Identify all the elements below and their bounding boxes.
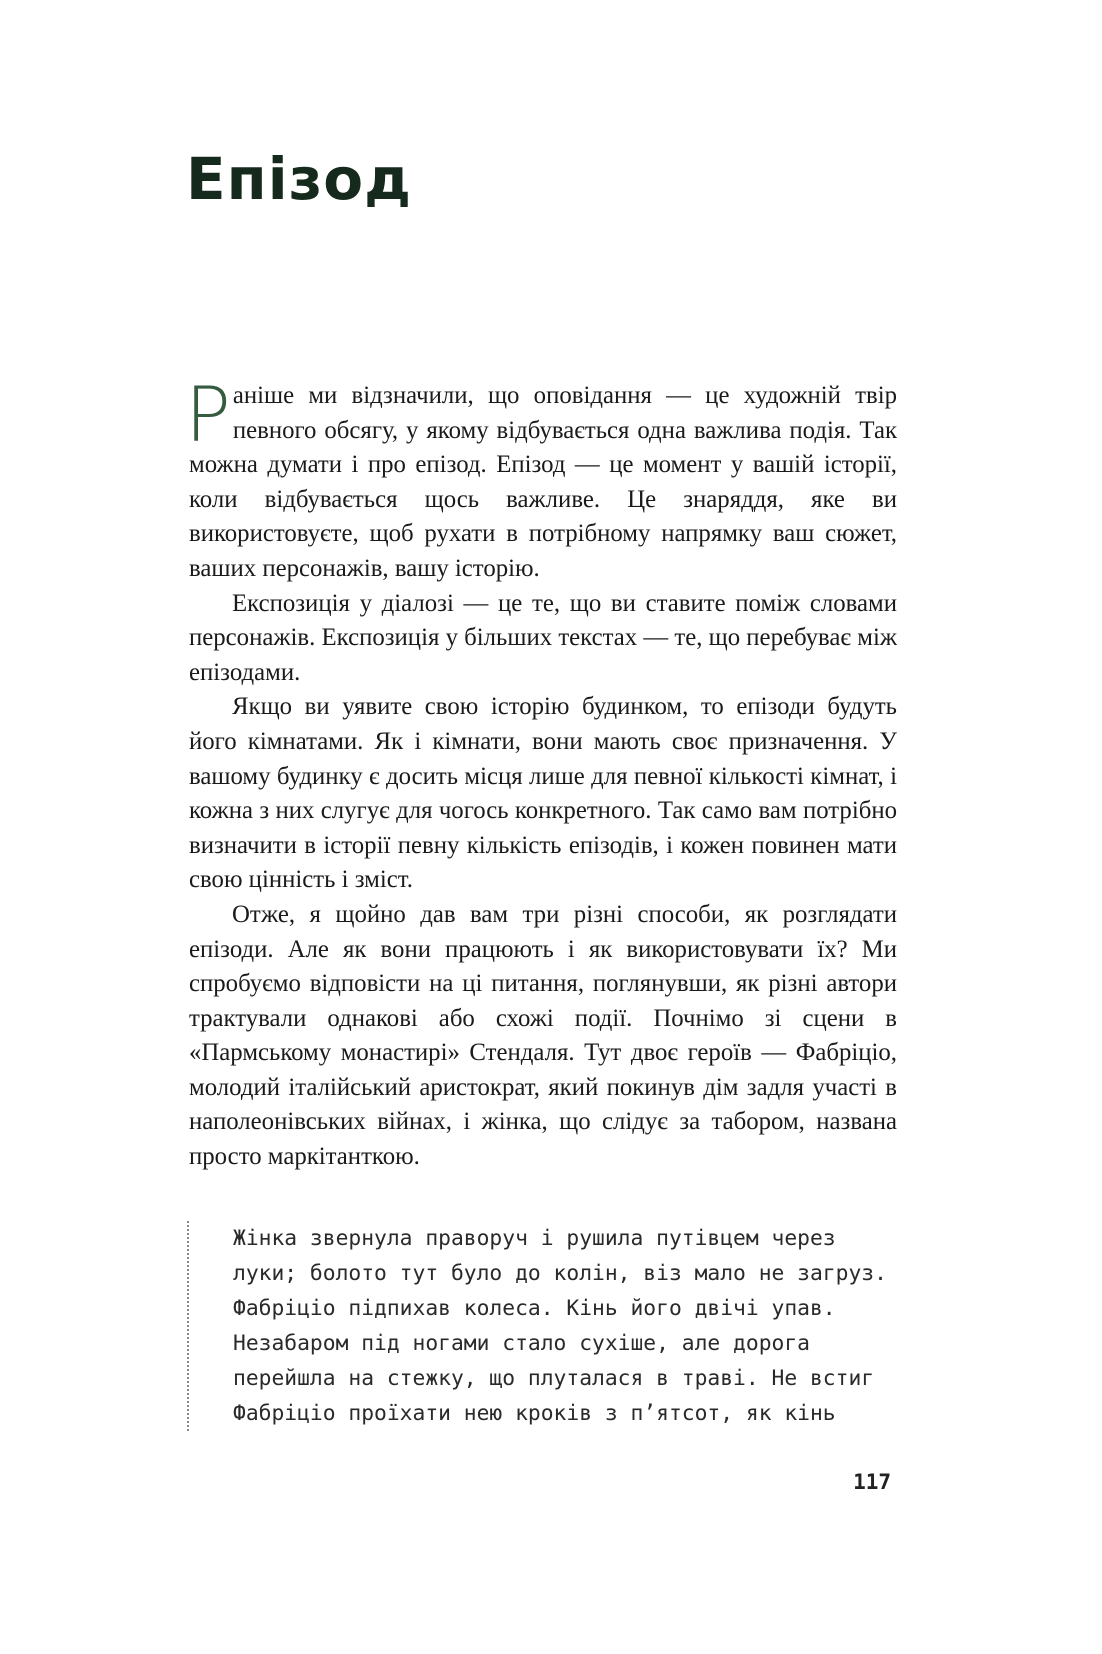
quote-line: перейшла на стежку, що плуталася в траві. Не встиг — [233, 1366, 875, 1391]
quote-line: Жінка звернула праворуч і рушила путівцем через — [233, 1226, 836, 1251]
paragraph-1 — [185, 370, 897, 587]
chapter-title: Епізод — [186, 145, 412, 213]
quote-line: луки; болото тут було до колін, віз мало не загруз. — [233, 1261, 887, 1286]
paragraph-2: Експозиція у діалозі — це те, що ви ставите поміж словами персонажів. Експозиція у більших текстах — те, що перебуває між епізодами. — [189, 589, 897, 686]
quote-line: Незабаром під ногами стало сухіше, але дорога — [233, 1331, 810, 1356]
quote-line: Фабріціо підпихав колеса. Кінь його двічі упав. — [233, 1296, 836, 1321]
paragraph-3: Якщо ви уявите свою історію будинком, то епізоди будуть його кімнатами. Як і кімнати, вони мають своє призначення. У вашому будинку є досить місця лише для певної кількості кімнат, і кожна з них слугує для чогось конкретного. Так само вам потрібно визначити в історії певну кількість епізодів, і кожен повинен мати свою цінність і зміст. — [189, 693, 897, 894]
paragraph-1-text: аніше ми відзначили, що оповідання — це художній твір певного обсягу, у якому відбувається одна важлива подія. Так можна думати і про епізод. Епізод — це момент у вашій історії, коли відбувається щось важливе. Це знаряддя, яке ви використовуєте, щоб рухати в потрібному напрямку ваш сюжет, ваших персонажів, вашу історію. — [189, 382, 897, 582]
page-number: 117 — [853, 1470, 891, 1494]
block-quote — [187, 1221, 899, 1431]
body-text — [185, 370, 897, 1175]
quote-line: Фабріціо проїхати нею кроків з п’ятсот, як кінь — [233, 1401, 836, 1426]
paragraph-4: Отже, я щойно дав вам три різні способи, як розглядати епізоди. Але як вони працюють і як використовувати їх? Ми спробуємо відповісти на ці питання, поглянувши, як різні автори трактували однакові або схожі події. Почнімо зі сцени в «Пармському монастирі» Стендаля. Тут двоє героїв — Фабріціо, молодий італійський аристократ, який покинув дім задля участі в наполеонівських війнах, і жінка, що слідує за табором, названа просто маркітанткою. — [189, 900, 897, 1171]
drop-cap: Р — [185, 370, 231, 459]
